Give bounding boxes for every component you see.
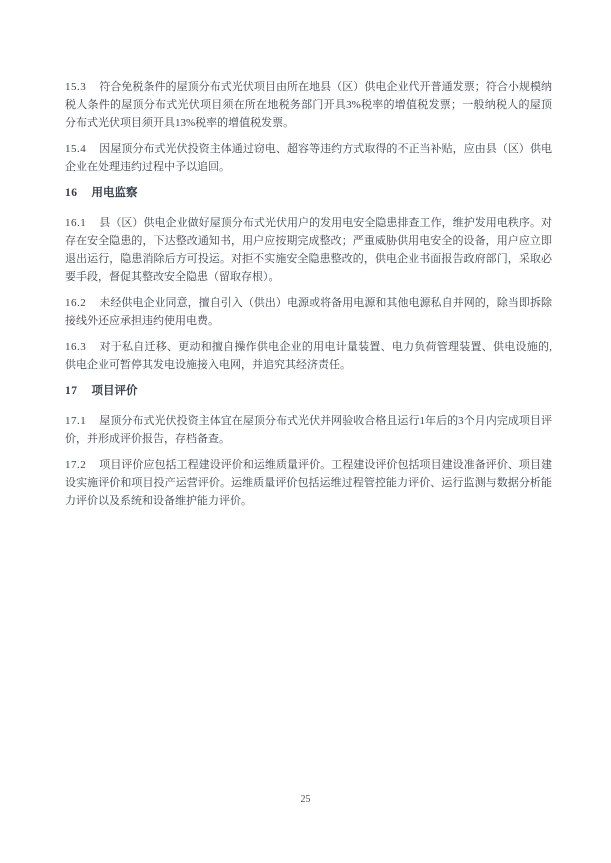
section-heading-16 [65,184,552,202]
clause-15-4 [65,140,552,176]
clause-text: 符合免税条件的屋顶分布式光伏项目由所在地县（区）供电企业代开普通发票；符合小规模纳税人条件的屋顶分布式光伏项目须在所在地税务部门开具3%税率的增值税发票；一般纳税人的屋顶分布式光伏项目须开具13%税率的增值税发票。 [65,81,552,129]
clause-number: 17.2 [65,459,87,471]
clause-text: 屋顶分布式光伏投资主体宜在屋顶分布式光伏并网验收合格且运行1年后的3个月内完成项目评价，并形成评价报告，存档备查。 [65,415,552,445]
heading-text: 项目评价 [91,385,138,397]
clause-16-3 [65,338,552,374]
heading-number: 17 [65,385,78,397]
clause-16-2 [65,294,552,330]
clause-text: 县（区）供电企业做好屋顶分布式光伏用户的发用电安全隐患排查工作，维护发用电秩序。对存在安全隐患的，下达整改通知书，用户应按期完成整改；严重威胁供用电安全的设备，用户应立即退出运行，隐患消除后方可投运。对拒不实施安全隐患整改的，供电企业书面报告政府部门，采取必要手段，督促其整改安全隐患（留取存根）。 [65,217,552,283]
heading-text: 用电监察 [91,187,138,199]
page-number: 25 [300,794,311,805]
clause-number: 15.4 [65,143,87,155]
clause-16-1 [65,214,552,286]
clause-17-1 [65,412,552,448]
clause-text: 项目评价应包括工程建设评价和运维质量评价。工程建设评价包括项目建设准备评价、项目建设实施评价和项目投产运营评价。运维质量评价包括运维过程管控能力评价、运行监测与数据分析能力评价以及系统和设备维护能力评价。 [65,459,552,507]
clause-text: 未经供电企业同意，擅自引入（供出）电源或将备用电源和其他电源私自并网的，除当即拆除接线外还应承担违约使用电费。 [65,297,552,327]
heading-number: 16 [65,187,78,199]
clause-number: 16.2 [65,297,87,309]
clause-number: 17.1 [65,415,87,427]
document-content [65,78,552,518]
clause-number: 16.1 [65,217,87,229]
clause-15-3 [65,78,552,132]
clause-text: 因屋顶分布式光伏投资主体通过窃电、超容等违约方式取得的不正当补贴，应由县（区）供电企业在处理违约过程中予以追回。 [65,143,552,173]
clause-number: 16.3 [65,341,87,353]
section-heading-17 [65,382,552,400]
clause-text: 对于私自迁移、更动和擅自操作供电企业的用电计量装置、电力负荷管理装置、供电设施的,供电企业可暂停其发电设施接入电网，并追究其经济责任。 [65,341,552,371]
clause-17-2 [65,456,552,510]
clause-number: 15.3 [65,81,87,93]
